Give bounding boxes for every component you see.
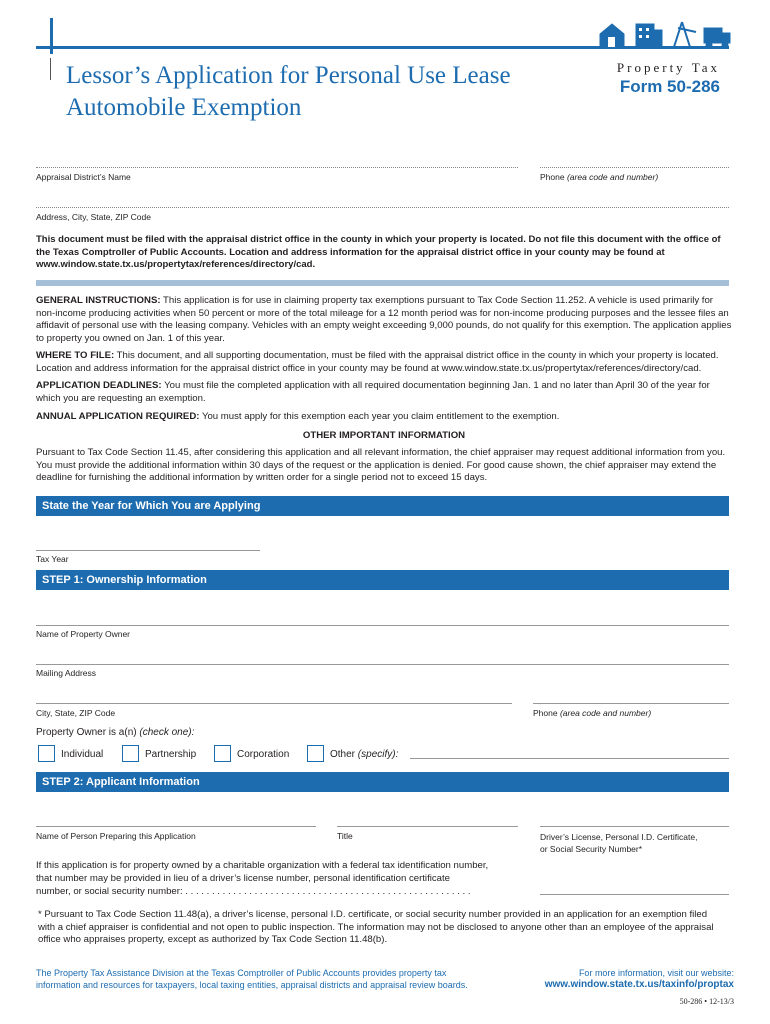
- footer-description: [36, 967, 468, 991]
- tax-year-label: Tax Year: [36, 554, 69, 564]
- owner-phone-field[interactable]: [533, 703, 729, 704]
- mailing-address-label: Mailing Address: [36, 668, 97, 678]
- district-phone-label: Phone (area code and number): [540, 172, 659, 182]
- license-label-line-2: or Social Security Number*: [540, 844, 643, 854]
- application-deadlines: APPLICATION DEADLINES: You must file the completed application with all required documentation beginning Jan. 1 and no later than April 30 of the year for which you are requesting an exemption.: [36, 380, 710, 404]
- preparer-name-field[interactable]: [36, 826, 316, 827]
- annual-application: ANNUAL APPLICATION REQUIRED: You must apply for this exemption each year you claim entitlement to the exemption.: [36, 411, 560, 422]
- other-checkbox[interactable]: [307, 745, 324, 762]
- form-title: [66, 60, 536, 124]
- charity-note-line-1: If this application is for property owned by a charitable organization with a federal tax identification number,: [36, 860, 489, 871]
- form-title-line-1: Lessor’s Application for Personal Use Lease: [66, 62, 511, 89]
- footer-description-line-2: information and resources for taxpayers, local taxing entities, appraisal districts and appraisal review boards.: [36, 980, 468, 990]
- city-state-zip-field[interactable]: [36, 703, 512, 704]
- district-phone-field[interactable]: [540, 167, 729, 168]
- confidentiality-footnote: * Pursuant to Tax Code Section 11.48(a), a driver’s license, personal I.D. certificate, or social security number provided in an application for an exemption filed with a chief appraiser is confidential and not open to public inspection. The information may not be disclosed to anyone other than an employee of the appraisal office who appraises property, except as authorized by Tax Code Section 11.48(b).: [38, 909, 714, 946]
- form-number: Form 50-286: [619, 77, 720, 96]
- title-accent-rule: [50, 58, 51, 80]
- footer-website-block: [545, 967, 734, 991]
- form-revision-code: 50-286 • 12-13/3: [679, 997, 734, 1006]
- district-address-label: Address, City, State, ZIP Code: [36, 212, 151, 222]
- property-tax-label: Property Tax: [616, 60, 720, 75]
- owner-type-prompt: Property Owner is a(n) (check one):: [36, 727, 195, 738]
- individual-label: Individual: [61, 749, 104, 760]
- year-section-header: State the Year for Which You are Applying: [36, 496, 729, 516]
- general-instructions: GENERAL INSTRUCTIONS: This application is for use in claiming property tax exemptions pursuant to Tax Code Section 11.252. A vehicle is used primarily for non-income producing activities when 50 percent or more of the total mileage for a 12 month period was for non-income producing purposes and the lessee files an affidavit of personal use with the leasing company. Vehicles with an empty weight exceeding 9,000 pounds, do not qualify for this exemption. The application applies to property you owned on Jan. 1 of this year.: [36, 295, 732, 344]
- preparer-title-field[interactable]: [337, 826, 518, 827]
- other-info-text: Pursuant to Tax Code Section 11.45, after considering this application and all relevant information, the chief appraiser may request additional information from you. You must provide the additional information within 30 days of the request or the application is denied. For good cause shown, the chief appraiser may extend the deadline for furnishing the additional information by written order for a single period not to exceed 15 days.: [36, 447, 726, 484]
- city-state-zip-label: City, State, ZIP Code: [36, 708, 116, 718]
- other-info-heading: OTHER IMPORTANT INFORMATION: [302, 430, 466, 441]
- owner-phone-label: Phone (area code and number): [533, 708, 652, 718]
- license-number-field[interactable]: [540, 826, 729, 827]
- appraisal-district-name-field[interactable]: [36, 167, 518, 168]
- form-title-line-2: Automobile Exemption: [66, 94, 302, 121]
- footer-website-link[interactable]: www.window.state.tx.us/taxinfo/proptax: [544, 979, 734, 990]
- federal-tax-id-field[interactable]: [540, 894, 729, 895]
- partnership-checkbox[interactable]: [122, 745, 139, 762]
- other-label: Other (specify):: [330, 749, 399, 760]
- where-to-file: WHERE TO FILE: This document, and all supporting documentation, must be filed with the appraisal district office in the county in which your property is located. Location and address information for the appraisal district office in your county may be found at www.window.state.tx.us/propertytax/references/directory/cad.: [36, 350, 719, 374]
- owner-name-field[interactable]: [36, 625, 729, 626]
- other-specify-field[interactable]: [410, 758, 729, 759]
- filing-notice: This document must be filed with the appraisal district office in the county in which your property is located. Do not file this document with the office of the Texas Comptroller of Public Accounts. Location and address information for the appraisal district office in your county may be found at www.window.state.tx.us/propertytax/references/directory/cad.: [36, 234, 721, 270]
- license-label-line-1: Driver’s License, Personal I.D. Certificate,: [540, 832, 698, 842]
- mailing-address-field[interactable]: [36, 664, 729, 665]
- step1-header: STEP 1: Ownership Information: [36, 570, 729, 590]
- license-label: [540, 831, 697, 855]
- footer-description-line-1: The Property Tax Assistance Division at the Texas Comptroller of Public Accounts provides property tax: [36, 968, 447, 978]
- appraisal-district-name-label: Appraisal District’s Name: [36, 172, 131, 182]
- individual-checkbox[interactable]: [38, 745, 55, 762]
- charity-note: [36, 859, 488, 898]
- step2-header: STEP 2: Applicant Information: [36, 772, 729, 792]
- section-divider: [36, 280, 729, 286]
- partnership-label: Partnership: [145, 749, 197, 760]
- corporation-label: Corporation: [237, 749, 290, 760]
- charity-note-line-2: that number may be provided in lieu of a driver’s license number, personal identification certificate: [36, 873, 450, 884]
- district-address-field[interactable]: [36, 207, 729, 208]
- tax-year-field[interactable]: [36, 550, 260, 551]
- owner-name-label: Name of Property Owner: [36, 629, 131, 639]
- preparer-title-label: Title: [337, 831, 353, 841]
- property-icons-logo: [596, 18, 732, 48]
- preparer-name-label: Name of Person Preparing this Application: [36, 831, 196, 841]
- corporation-checkbox[interactable]: [214, 745, 231, 762]
- footer-website-prompt: For more information, visit our website:: [578, 968, 734, 978]
- charity-note-line-3: number, or social security number: . . . . . . . . . . . . . . . . . . . . . . . . . . . . . . . . . . . . . . . . . . . . . . . . . . . . . .: [36, 886, 471, 897]
